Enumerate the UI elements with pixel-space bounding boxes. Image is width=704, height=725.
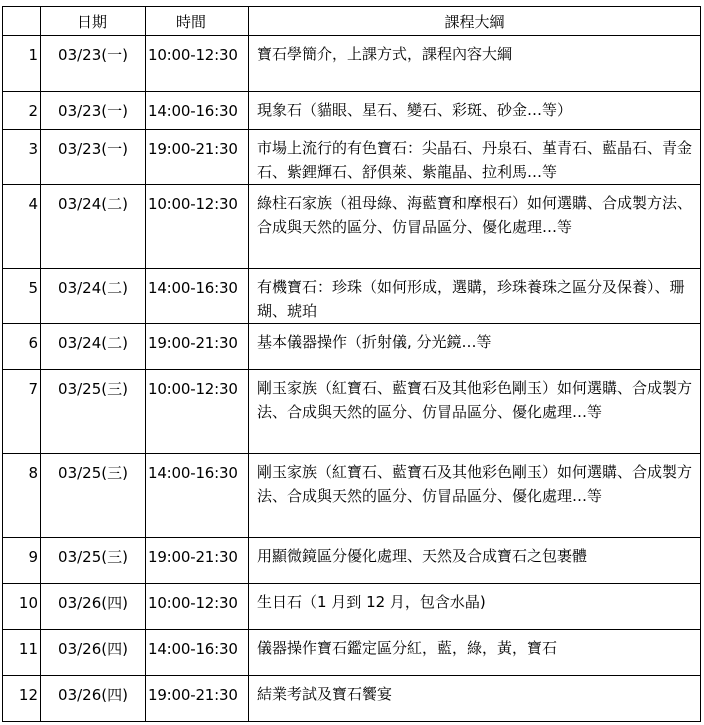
row-date: 03/26(四) [41,584,146,630]
row-date: 03/24(二) [41,269,146,324]
row-time: 10:00-12:30 [146,584,249,630]
table-row [3,92,701,130]
row-content: 用顯微鏡區分優化處理、天然及合成寶石之包裹體 [249,538,701,584]
row-number: 9 [3,538,41,584]
row-date: 03/26(四) [41,630,146,676]
table-row [3,185,701,269]
row-number: 6 [3,324,41,370]
row-date: 03/25(三) [41,538,146,584]
course-schedule-table [2,6,701,722]
row-date: 03/26(四) [41,676,146,722]
row-content: 市場上流行的有色寶石：尖晶石、丹泉石、堇青石、藍晶石、青金石、紫鋰輝石、舒俱萊、紫龍晶、拉利馬…等 [249,130,701,185]
row-time: 14:00-16:30 [146,630,249,676]
row-time: 19:00-21:30 [146,676,249,722]
row-content: 結業考試及寶石饗宴 [249,676,701,722]
row-content: 現象石（貓眼、星石、變石、彩斑、砂金…等） [249,92,701,130]
table-row [3,538,701,584]
table-row [3,584,701,630]
row-content: 儀器操作寶石鑑定區分紅，藍，綠，黃，寶石 [249,630,701,676]
row-number: 5 [3,269,41,324]
table-row [3,630,701,676]
row-content: 剛玉家族（紅寶石、藍寶石及其他彩色剛玉）如何選購、合成製方法、合成與天然的區分、仿冒品區分、優化處理…等 [249,370,701,454]
header-content: 課程大綱 [249,7,701,36]
row-date: 03/23(一) [41,92,146,130]
row-number: 3 [3,130,41,185]
row-content: 生日石（1 月到 12 月，包含水晶) [249,584,701,630]
row-number: 4 [3,185,41,269]
row-time: 14:00-16:30 [146,269,249,324]
table-row [3,454,701,538]
row-content: 寶石學簡介，上課方式，課程內容大綱 [249,36,701,92]
row-time: 19:00-21:30 [146,538,249,584]
header-date: 日期 [41,7,146,36]
row-time: 14:00-16:30 [146,92,249,130]
row-number: 10 [3,584,41,630]
row-content: 綠柱石家族（祖母綠、海藍寶和摩根石）如何選購、合成製方法、合成與天然的區分、仿冒品區分、優化處理…等 [249,185,701,269]
table-row [3,130,701,185]
row-date: 03/25(三) [41,370,146,454]
row-time: 10:00-12:30 [146,185,249,269]
row-number: 7 [3,370,41,454]
table-row [3,36,701,92]
row-time: 19:00-21:30 [146,130,249,185]
row-number: 1 [3,36,41,92]
header-time: 時間 [146,7,249,36]
row-time: 10:00-12:30 [146,370,249,454]
table-row [3,324,701,370]
row-number: 2 [3,92,41,130]
row-number: 12 [3,676,41,722]
row-content: 有機寶石：珍珠（如何形成，選購，珍珠養珠之區分及保養）、珊瑚、琥珀 [249,269,701,324]
table-row [3,676,701,722]
row-time: 14:00-16:30 [146,454,249,538]
table-row [3,370,701,454]
row-time: 19:00-21:30 [146,324,249,370]
header-row [3,7,701,36]
header-number [3,7,41,36]
row-date: 03/23(一) [41,36,146,92]
row-date: 03/24(二) [41,324,146,370]
row-date: 03/25(三) [41,454,146,538]
row-content: 基本儀器操作（折射儀, 分光鏡…等 [249,324,701,370]
row-time: 10:00-12:30 [146,36,249,92]
table-row [3,269,701,324]
row-content: 剛玉家族（紅寶石、藍寶石及其他彩色剛玉）如何選購、合成製方法、合成與天然的區分、仿冒品區分、優化處理…等 [249,454,701,538]
row-date: 03/24(二) [41,185,146,269]
row-date: 03/23(一) [41,130,146,185]
row-number: 11 [3,630,41,676]
row-number: 8 [3,454,41,538]
